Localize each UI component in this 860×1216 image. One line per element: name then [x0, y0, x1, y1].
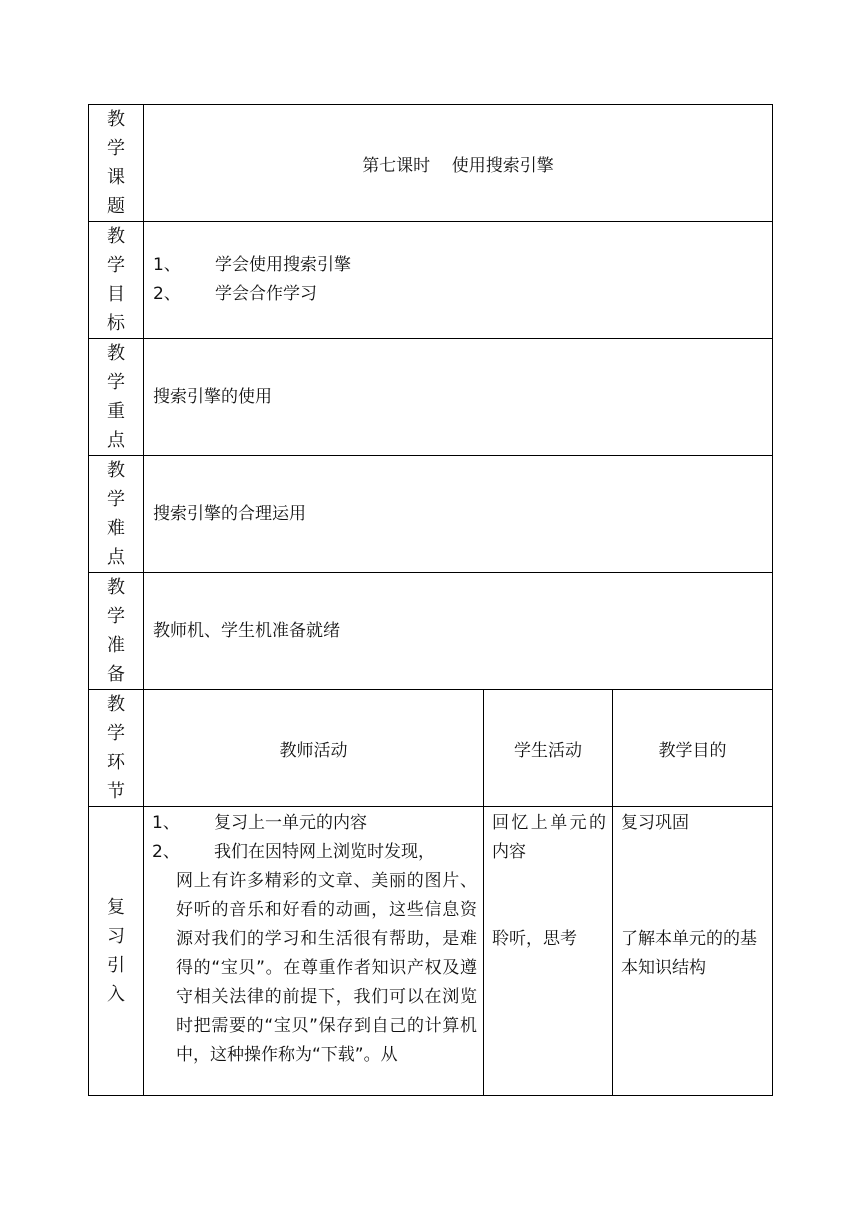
review-label: 复 习 引 入	[89, 807, 144, 1096]
goals-list	[144, 222, 773, 339]
teaching-purpose-2: 了解本单元的的基本知识结构	[621, 929, 757, 978]
goal-item: 1、 学会使用搜索引擎	[153, 255, 351, 275]
student-activity-header: 学生活动	[484, 690, 613, 807]
teacher-activity-item: 2、 我们在因特网上浏览时发现，	[152, 842, 435, 862]
preparation-label: 教 学 准 备	[89, 573, 144, 690]
teaching-purpose-header: 教学目的	[613, 690, 773, 807]
stages-label: 教 学 环 节	[89, 690, 144, 807]
key-point-label: 教 学 重 点	[89, 339, 144, 456]
student-activity-1: 回忆上单元的内容	[492, 813, 606, 862]
goals-row	[89, 222, 773, 339]
preparation-text: 教师机、学生机准备就绪	[144, 573, 773, 690]
topic-label: 教 学 课 题	[89, 105, 144, 222]
difficulty-text: 搜索引擎的合理运用	[144, 456, 773, 573]
student-activity-cell	[484, 807, 613, 1096]
goals-label: 教 学 目 标	[89, 222, 144, 339]
topic-text: 第七课时 使用搜索引擎	[144, 105, 773, 222]
preparation-row	[89, 573, 773, 690]
stages-header-row	[89, 690, 773, 807]
teacher-activity-paragraph: 网上有许多精彩的文章、美丽的图片、好听的音乐和好看的动画，这些信息资源对我们的学习和生活很有帮助，是难得的“宝贝”。在尊重作者知识产权及遵守相关法律的前提下，我们可以在浏览时把需要的“宝贝”保存到自己的计算机中，这种操作称为“下载”。从	[176, 871, 477, 1065]
key-point-row	[89, 339, 773, 456]
lesson-plan-table	[88, 104, 773, 1096]
teaching-purpose-cell	[613, 807, 773, 1096]
teacher-activity-header: 教师活动	[144, 690, 484, 807]
key-point-text: 搜索引擎的使用	[144, 339, 773, 456]
difficulty-row	[89, 456, 773, 573]
goal-item: 2、 学会合作学习	[153, 284, 317, 304]
review-row	[89, 807, 773, 1096]
topic-row	[89, 105, 773, 222]
teacher-activity-cell	[144, 807, 484, 1096]
difficulty-label: 教 学 难 点	[89, 456, 144, 573]
student-activity-2: 聆听，思考	[492, 929, 577, 949]
teacher-activity-item: 1、 复习上一单元的内容	[152, 813, 367, 833]
teaching-purpose-1: 复习巩固	[621, 813, 689, 833]
